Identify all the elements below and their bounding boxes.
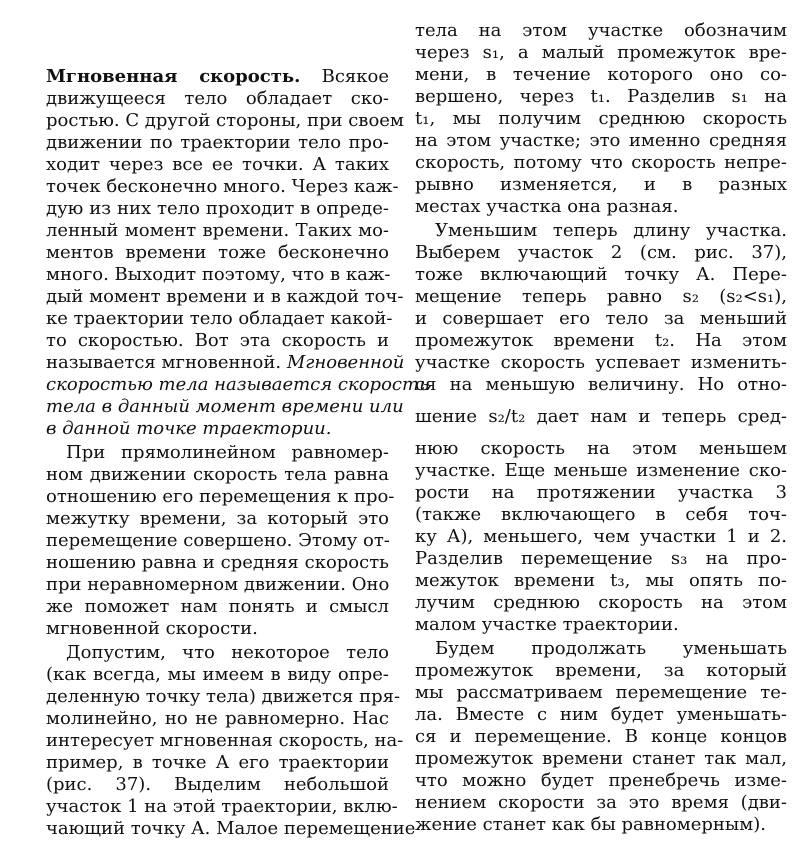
text-line: дый момент времени и в каждой точ- (46, 286, 404, 307)
text-line: ся на меньшую величину. Но отно- (415, 374, 787, 395)
text-line: участке скорость успевает изменить- (415, 352, 787, 373)
text-line: то скоростью. Вот эта скорость и (46, 330, 389, 351)
text-line: и совершает его тело за меньший (415, 308, 787, 329)
definition-italic: Мгновенной (286, 352, 405, 373)
text-line: перемещение совершено. Этому от- (46, 530, 390, 551)
text-line: промежуток времени t₂. На этом (415, 330, 787, 351)
text-line: Допустим, что некоторое тело (66, 642, 389, 663)
text-line: мени, в течение которого оно со- (415, 64, 787, 85)
definition-line: в данной точке траектории. (46, 418, 332, 439)
text-line: мы рассматриваем перемещение те- (415, 682, 787, 703)
definition-line: тела в данный момент времени или (46, 396, 404, 417)
text-line: жение станет как бы равномерным). (415, 814, 766, 835)
text-line: участок 1 на этой траектории, вклю- (46, 796, 398, 817)
text-line: через s₁, а малый промежуток вре- (415, 42, 787, 63)
text-line: движении по траектории тело про- (46, 132, 389, 153)
text-line: мгновенной скорости. (46, 618, 258, 639)
text-line: ментов времени тоже бесконечно (46, 242, 389, 263)
text-line: ся и перемещение. В конце концов (415, 726, 787, 747)
text-line: (как всегда, мы имеем в виду опре- (46, 664, 389, 685)
text-line: Выберем участок 2 (см. рис. 37), (415, 242, 787, 263)
text-line: рывно изменяется, и в разных (415, 174, 787, 195)
text-line: (рис. 37). Выделим небольшой (46, 774, 389, 795)
text-line: отношению его перемещения к про- (46, 486, 395, 507)
text-line: молинейно, но не равномерно. Нас (46, 708, 389, 729)
text-line: ходит через все ее точки. А таких (46, 154, 389, 175)
text-line: деленную точку тела) движется пря- (46, 686, 401, 707)
text-line: тела на этом участке обозначим (415, 20, 787, 41)
text-line: ношению равна и средняя скорость (46, 552, 389, 573)
text-line: тоже включающий точку А. Пере- (415, 264, 787, 285)
text-line: промежуток времени станет так мал, (415, 748, 787, 769)
text-line: t₁, мы получим среднюю скорость (415, 108, 787, 129)
text-line: (также включающего в себя точ- (415, 504, 787, 525)
text-line: пример, в точке А его траектории (46, 752, 389, 773)
text-line: что можно будет пренебречь изме- (415, 770, 787, 791)
text-line: нюю скорость на этом меньшем (415, 438, 787, 459)
text-line: движущееся тело обладает ско- (46, 88, 389, 109)
text-line: интересует мгновенная скорость, на- (46, 730, 404, 751)
text-line: мещение теперь равно s₂ (s₂<s₁), (415, 286, 787, 307)
text-line: скорость, потому что скорость непре- (415, 152, 787, 173)
text-line: нением скорости за это время (дви- (415, 792, 787, 813)
text-line: межуток времени t₃, мы опять по- (415, 570, 787, 591)
text-line: Будем продолжать уменьшать (435, 638, 787, 659)
text-line: ленный момент времени. Таких мо- (46, 220, 389, 241)
text-line: называется мгновенной. Мгновенной (46, 352, 405, 373)
text-line: на этом участке; это именно средняя (415, 130, 787, 151)
text-line: Разделив перемещение s₃ на про- (415, 548, 787, 569)
text-line: вершено, через t₁. Разделив s₁ на (415, 86, 787, 107)
text-line: Мгновенная скорость. Всякое (46, 66, 390, 87)
text-line: дую из них тело проходит в опреде- (46, 198, 389, 219)
text-line: при неравномерном движении. Оно (46, 574, 390, 595)
definition-line: скоростью тела называется скорость (46, 374, 429, 395)
text-line: ростью. С другой стороны, при своем (46, 110, 404, 131)
text-line: ном движении скорость тела равна (46, 464, 389, 485)
text-line: много. Выходит поэтому, что в каж- (46, 264, 391, 285)
text-line: лучим среднюю скорость на этом (415, 592, 787, 613)
text-line: же поможет нам понять и смысл (46, 596, 389, 617)
text-line: точек бесконечно много. Через каж- (46, 176, 399, 197)
text-line: чающий точку А. Малое перемещение (46, 818, 416, 839)
text-line: ла. Вместе с ним будет уменьшать- (415, 704, 787, 725)
text-line: участке. Еще меньше изменение ско- (415, 460, 787, 481)
text-line: малом участке траектории. (415, 614, 679, 635)
text-line: При прямолинейном равномер- (66, 442, 389, 463)
heading-term: Мгновенная скорость. (46, 66, 301, 87)
text-line: межутку времени, за который это (46, 508, 389, 529)
text-line-with-fraction: шение s₂/t₂ дает нам и теперь сред- (415, 406, 787, 427)
text-line: рости на протяжении участка 3 (415, 482, 787, 503)
text-line: ку А), меньшего, чем участки 1 и 2. (415, 526, 787, 547)
text-line: ке траектории тело обладает какой- (46, 308, 393, 329)
text-line: Уменьшим теперь длину участка. (435, 220, 787, 241)
text-line: местах участка она разная. (415, 196, 679, 217)
text-line: промежуток времени, за который (415, 660, 787, 681)
